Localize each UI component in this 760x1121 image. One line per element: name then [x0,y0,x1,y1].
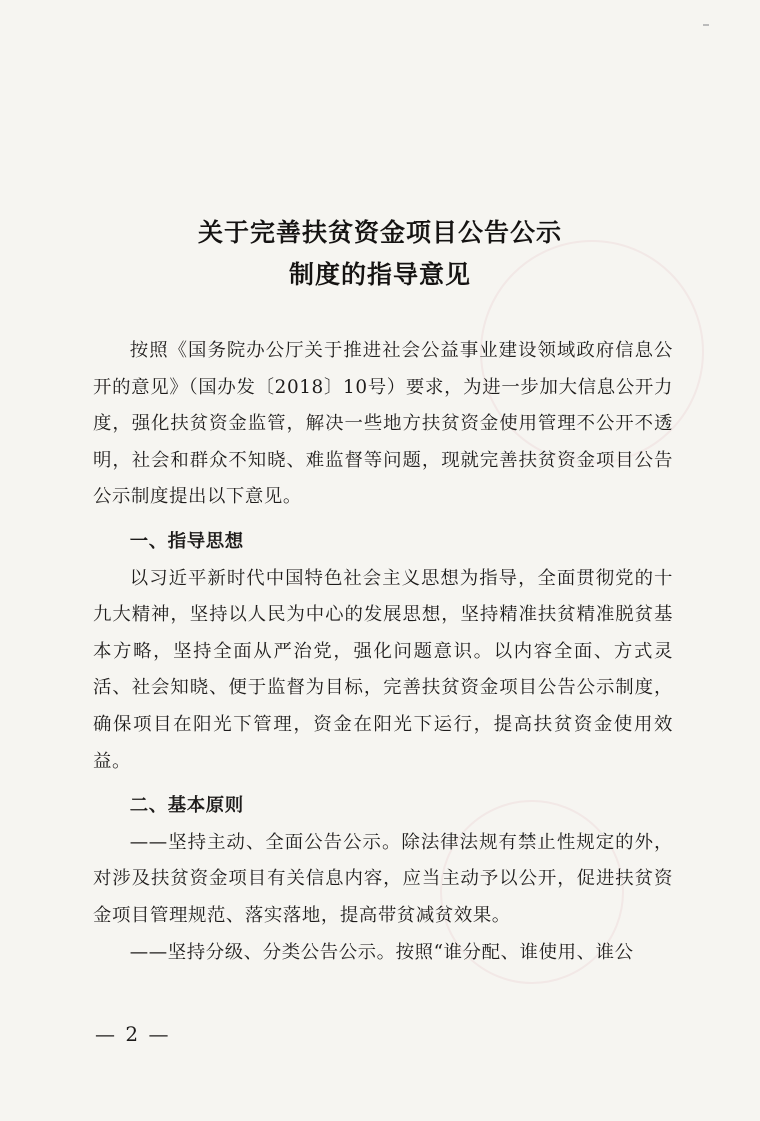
principle-paragraph-2: ——坚持分级、分类公告公示。按照“谁分配、谁使用、谁公 [129,941,634,963]
intro-paragraph: 按照《国务院办公厅关于推进社会公益事业建设领域政府信息公开的意见》（国办发〔2018〕10号）要求，为进一步加大信息公开力度，强化扶贫资金监管，解决一些地方扶贫资金使用管理不公开不透明，社会和群众不知晓、难监督等问题，现就完善扶贫资金项目公告公示制度提出以下意见。 [93,340,673,508]
page-number: — 2 — [95,1022,171,1046]
document-body [93,333,673,971]
document-title-line-2: 制度的指导意见 [288,260,471,289]
guiding-ideology-paragraph: 以习近平新时代中国特色社会主义思想为指导，全面贯彻党的十九大精神，坚持以人民为中心的发展思想，坚持精准扶贫精准脱贫基本方略，坚持全面从严治党，强化问题意识。以内容全面、方式灵活、社会知晓、便于监督为目标，完善扶贫资金项目公告公示制度，确保项目在阳光下管理，资金在阳光下运行，提高扶贫资金使用效益。 [93,567,673,772]
scan-artifact [703,24,709,26]
section-heading-basic-principles: 二、基本原则 [129,795,244,817]
principle-paragraph-1: ——坚持主动、全面公告公示。除法律法规有禁止性规定的外，对涉及扶贫资金项目有关信息内容，应当主动予以公开，促进扶贫资金项目管理规范、落实落地，提高带贫减贫效果。 [93,831,673,926]
section-heading-guiding-ideology: 一、指导思想 [129,530,244,552]
document-title-line-1: 关于完善扶贫资金项目公告公示 [197,218,562,247]
